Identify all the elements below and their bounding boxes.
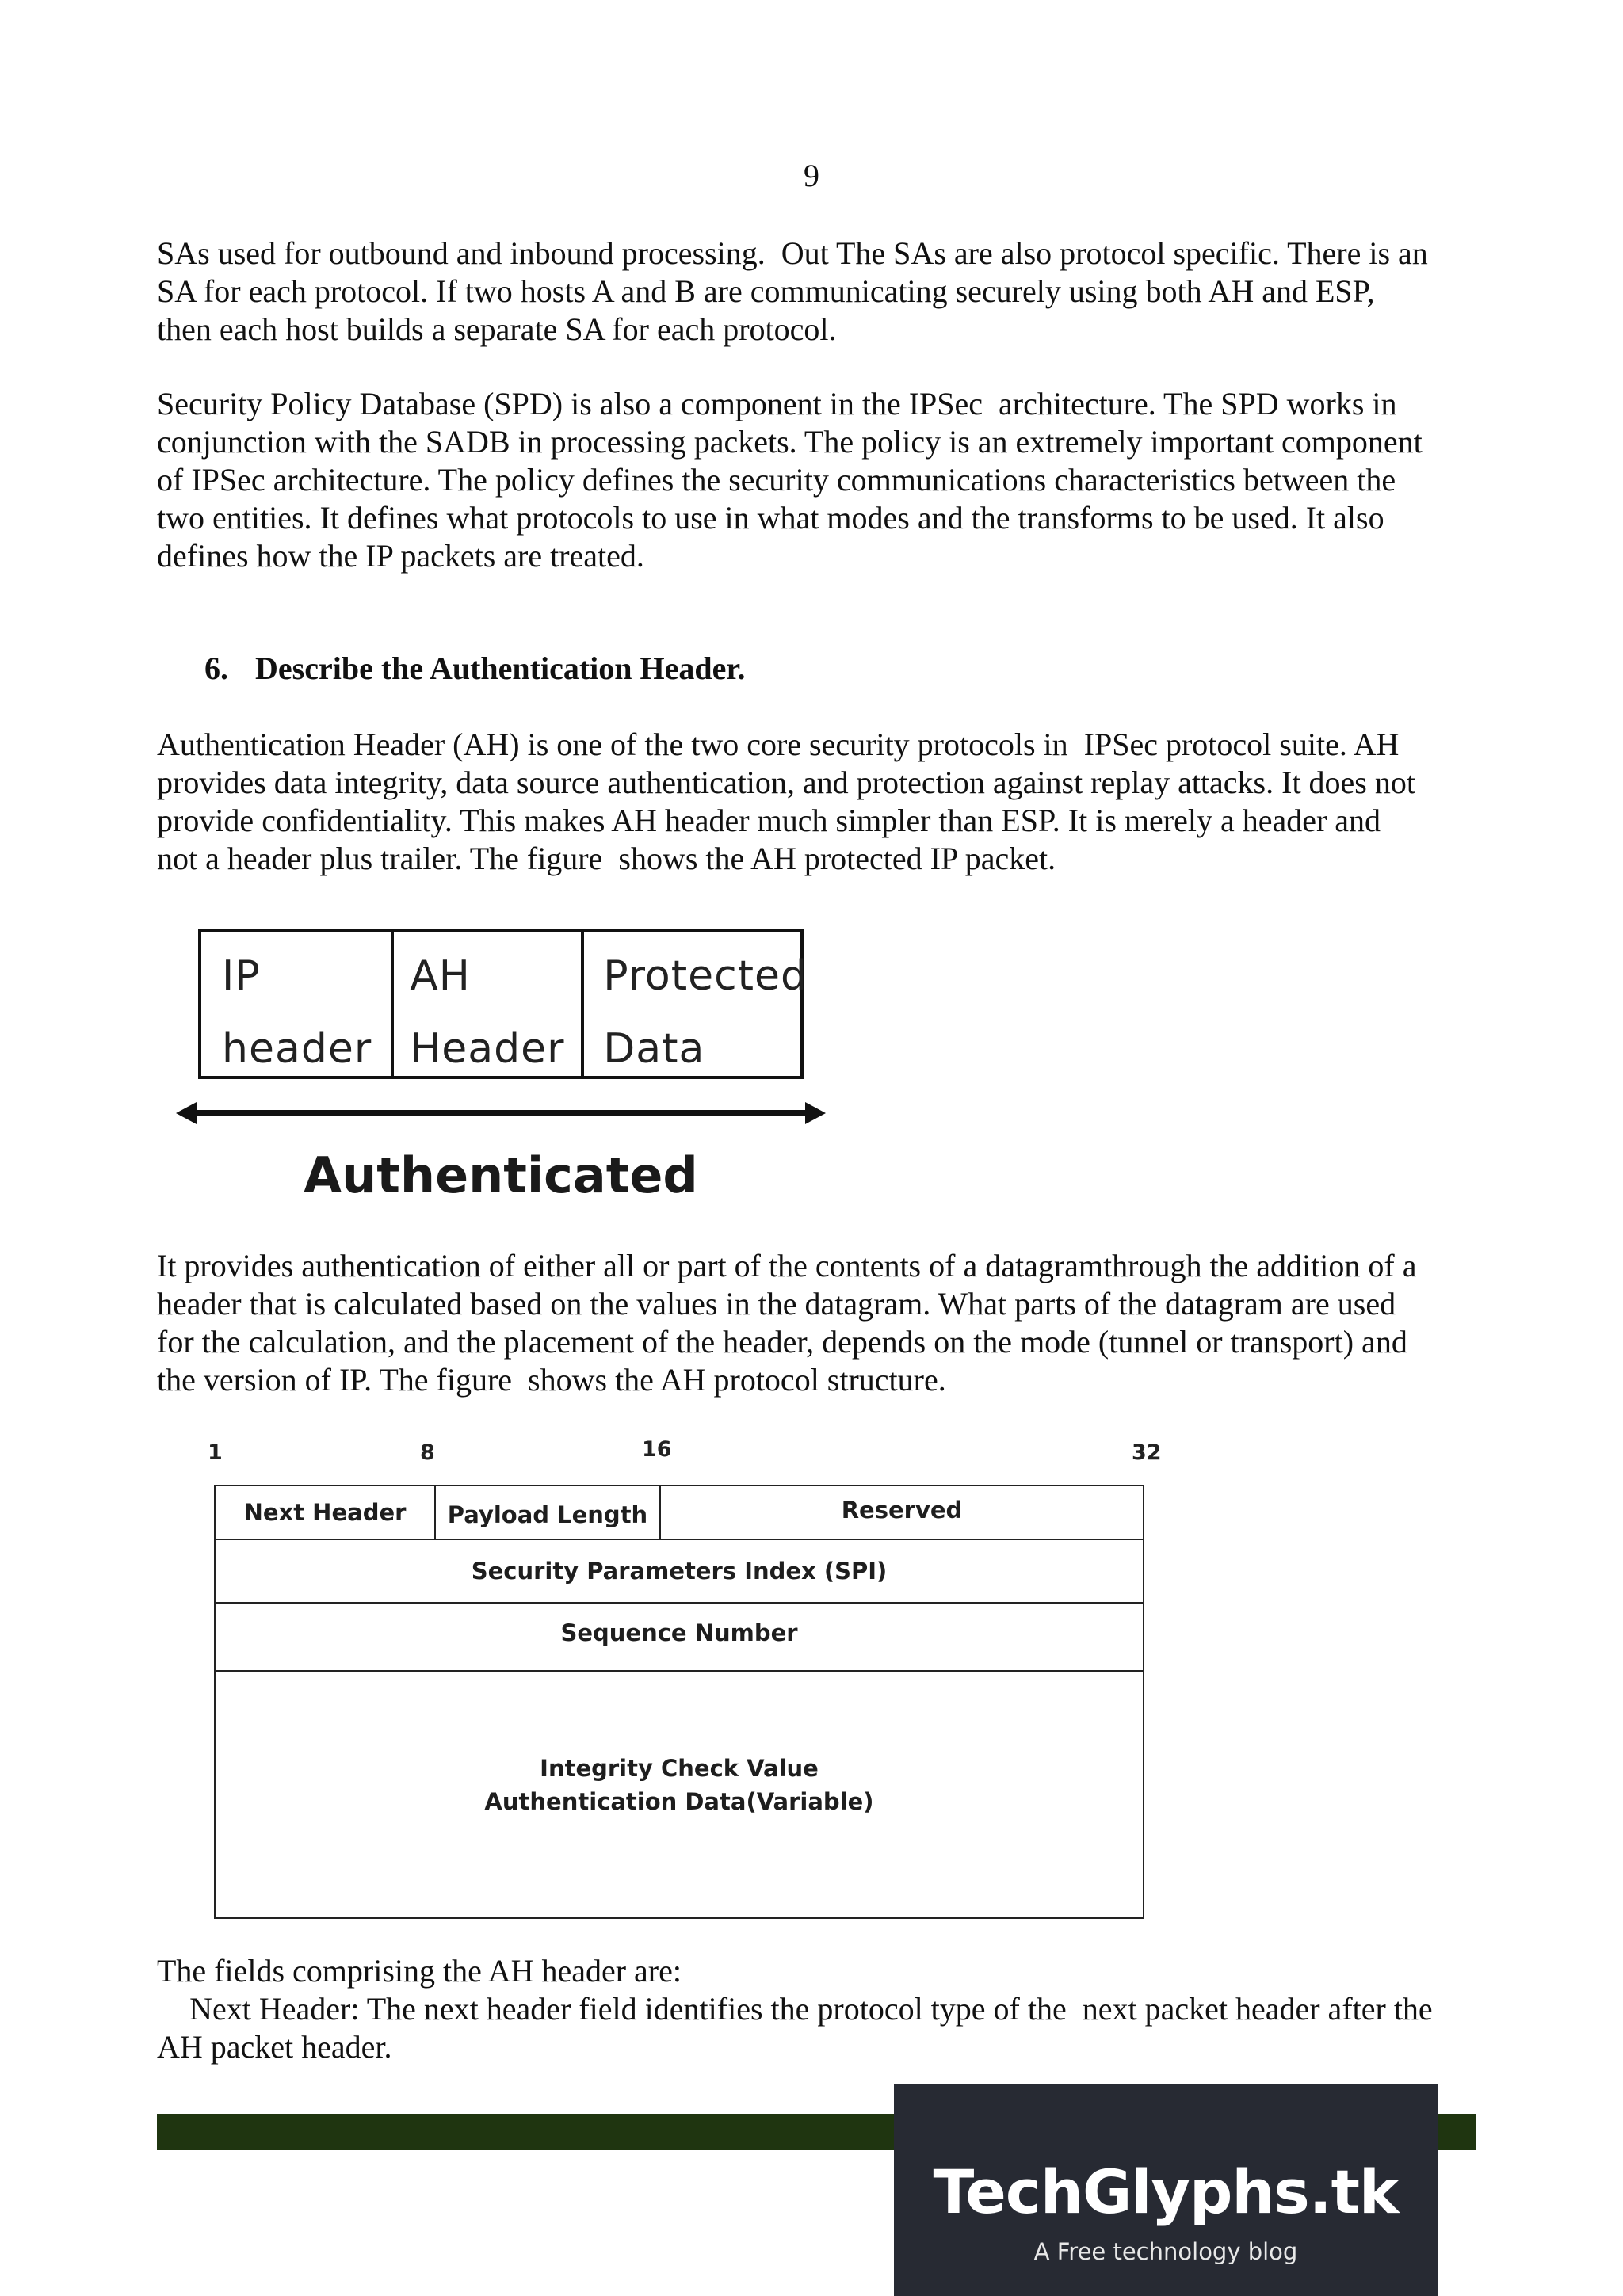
cell-line: Header <box>410 1025 565 1073</box>
cell-line: AH <box>410 952 471 1000</box>
text-line: AH packet header. <box>157 2029 392 2065</box>
text-line: Authentication Header (AH) is one of the two core security protocols in IPSec protocol suite. AH <box>157 727 1400 762</box>
paragraph-ah-calculation <box>157 1247 1488 1399</box>
heading-text: Describe the Authentication Header. <box>255 650 746 686</box>
text-line: provide confidentiality. This makes AH header much simpler than ESP. It is merely a header and <box>157 803 1381 838</box>
bullet-line: Next Header: The next header field identifies the protocol type of the next packet header after the <box>157 1991 1416 2027</box>
text-line: It provides authentication of either all or part of the contents of a datagramthrough the addition of a <box>157 1248 1417 1283</box>
text-line: SA for each protocol. If two hosts A and B are communicating securely using both AH and ESP, <box>157 273 1375 309</box>
ah-header-table <box>214 1485 1144 1919</box>
double-arrow-icon <box>176 1101 826 1125</box>
text-line: of IPSec architecture. The policy defines the security communications characteristics between the <box>157 462 1396 498</box>
cell-line: Protected <box>603 952 808 1000</box>
text-line: then each host builds a separate SA for each protocol. <box>157 311 837 347</box>
brand-name: TechGlyphs.tk <box>933 2157 1399 2227</box>
icv-line: Authentication Data(Variable) <box>484 1788 874 1815</box>
text-line: The fields comprising the AH header are: <box>157 1953 682 1989</box>
bit-label: 16 <box>642 1437 672 1462</box>
reserved-field: Reserved <box>841 1497 963 1524</box>
protected-data-cell <box>584 932 827 1076</box>
paragraph-ah-intro <box>157 726 1488 878</box>
icv-line: Integrity Check Value <box>540 1755 819 1782</box>
heading-number: 6. <box>204 650 228 686</box>
ip-header-cell <box>201 932 394 1076</box>
cell-line: IP <box>222 952 261 1000</box>
text-line: SAs used for outbound and inbound processing. Out The SAs are also protocol specific. There is an <box>157 235 1428 271</box>
ah-structure-figure <box>208 1439 1182 1922</box>
paragraph-sa-protocol <box>157 235 1488 349</box>
text-line: not a header plus trailer. The figure shows the AH protected IP packet. <box>157 841 1056 876</box>
text-line: header that is calculated based on the values in the datagram. What parts of the datagram are used <box>157 1286 1396 1322</box>
text-line: provides data integrity, data source authentication, and protection against replay attacks. It does not <box>157 765 1415 800</box>
packet-box <box>198 929 808 1079</box>
sequence-number-field: Sequence Number <box>560 1619 798 1646</box>
paragraph-spd <box>157 385 1488 575</box>
section-heading <box>204 650 745 688</box>
icv-field <box>216 1672 1143 1917</box>
table-row <box>216 1486 1143 1540</box>
brand-tagline: A Free technology blog <box>1033 2238 1298 2265</box>
cell-line: header <box>222 1025 372 1073</box>
text-line: for the calculation, and the placement of the header, depends on the mode (tunnel or transport) and <box>157 1324 1407 1360</box>
spi-field: Security Parameters Index (SPI) <box>471 1558 888 1585</box>
payload-length-field: Payload Length <box>436 1486 661 1539</box>
next-header-field: Next Header <box>216 1486 436 1539</box>
authenticated-label: Authenticated <box>304 1146 698 1204</box>
bit-label: 32 <box>1132 1440 1162 1465</box>
text-line: defines how the IP packets are treated. <box>157 538 644 574</box>
page-number: 9 <box>804 158 819 193</box>
table-row <box>216 1672 1143 1917</box>
bit-label: 8 <box>420 1440 435 1465</box>
cell-line: Data <box>603 1025 705 1073</box>
text-line: the version of IP. The figure shows the AH protocol structure. <box>157 1362 946 1398</box>
text-line: two entities. It defines what protocols to use in what modes and the transforms to be used. It also <box>157 500 1384 536</box>
ah-header-cell <box>394 932 584 1076</box>
table-row <box>216 1540 1143 1604</box>
paragraph-ah-fields <box>157 1952 1488 2066</box>
text-line: conjunction with the SADB in processing packets. The policy is an extremely important component <box>157 424 1423 460</box>
brand-watermark <box>894 2084 1438 2296</box>
ah-protected-packet-figure <box>176 929 826 1215</box>
text-line: Security Policy Database (SPD) is also a component in the IPSec architecture. The SPD works in <box>157 386 1397 421</box>
bit-label: 1 <box>208 1440 223 1465</box>
table-row <box>216 1604 1143 1672</box>
